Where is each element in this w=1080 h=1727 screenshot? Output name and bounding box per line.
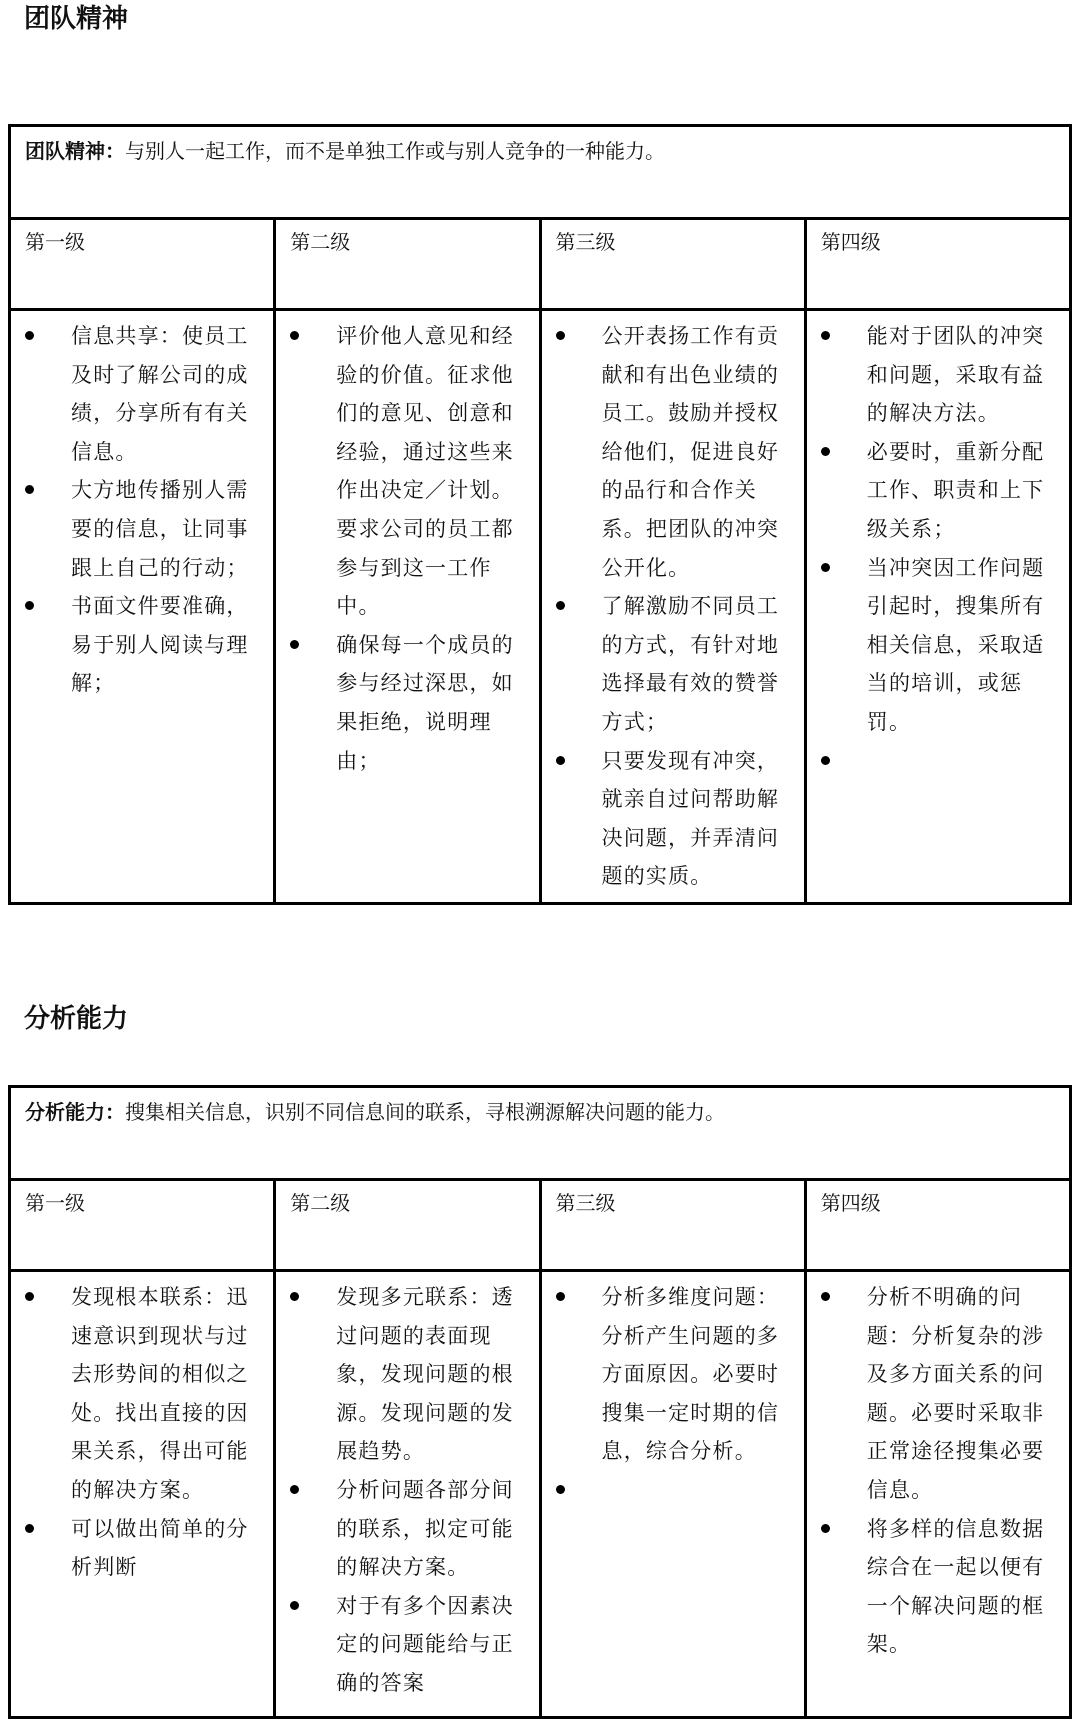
list-item-text: 对于有多个因素决定的问题能给与正确的答案 <box>336 1593 514 1695</box>
list-item-text: 分析问题各部分间的联系，拟定可能的解决方案。 <box>336 1477 514 1580</box>
level-2-behaviors <box>275 310 540 904</box>
definition-row <box>10 126 1071 219</box>
list-item <box>807 742 1059 780</box>
list-item-text: 信息共享：使员工及时了解公司的成绩，分享所有有关信息。 <box>71 324 249 464</box>
definition-term: 分析能力： <box>25 1100 125 1124</box>
list-item <box>807 433 1059 549</box>
list-item-text: 分析不明确的问题：分析复杂的涉及多方面关系的问题。必要时采取非正常途径搜集必要信息。 <box>866 1285 1045 1502</box>
bullet-icon <box>821 1524 830 1533</box>
list-item-text: 了解激励不同员工的方式，有针对地选择最有效的赞誉方式； <box>601 594 780 734</box>
level-header-row <box>10 1180 1071 1271</box>
definition-cell <box>10 1087 1071 1180</box>
bullet-icon <box>821 756 830 765</box>
definition-row <box>10 1087 1071 1180</box>
definition-text: 搜集相关信息，识别不同信息间的联系，寻根溯源解决问题的能力。 <box>125 1100 725 1124</box>
bullet-list <box>542 1278 794 1509</box>
list-item-text: 确保每一个成员的参与经过深思，如果拒绝，说明理由； <box>336 632 514 773</box>
list-item <box>807 1510 1059 1664</box>
bullet-icon <box>821 331 830 340</box>
bullet-icon <box>25 601 34 610</box>
bullet-list <box>542 317 794 896</box>
level-header-3: 第三级 <box>540 1180 805 1271</box>
level-header-row <box>10 219 1071 310</box>
list-item <box>542 1278 794 1471</box>
bullet-icon <box>25 485 34 494</box>
list-item <box>11 1510 263 1587</box>
list-item-text: 书面文件要准确，易于别人阅读与理解； <box>71 594 249 696</box>
level-3-behaviors <box>540 310 805 904</box>
list-item <box>11 317 263 471</box>
bullet-icon <box>25 1524 34 1533</box>
list-item <box>542 1471 794 1509</box>
list-item <box>807 317 1059 433</box>
level-2-behaviors <box>275 1271 540 1718</box>
list-item-text: 发现根本联系：迅速意识到现状与过去形势间的相似之处。找出直接的因果关系，得出可能的解决方案。 <box>71 1285 249 1502</box>
level-header-1: 第一级 <box>10 219 275 310</box>
level-header-2: 第二级 <box>275 1180 540 1271</box>
bullet-icon <box>556 601 565 610</box>
bullet-icon <box>25 331 34 340</box>
competency-table-analytical-ability <box>8 1085 1072 1719</box>
list-item <box>11 471 263 587</box>
list-item-text: 必要时，重新分配工作、职责和上下级关系； <box>866 439 1045 541</box>
level-4-behaviors <box>805 1271 1070 1718</box>
level-4-behaviors <box>805 310 1070 904</box>
list-item-text: 能对于团队的冲突和问题，采取有益的解决方法。 <box>866 324 1045 426</box>
list-item <box>276 1471 528 1587</box>
list-item-text: 分析多维度问题：分析产生问题的多方面原因。必要时搜集一定时期的信息，综合分析。 <box>601 1285 780 1464</box>
bullet-icon <box>821 1292 830 1301</box>
level-header-1: 第一级 <box>10 1180 275 1271</box>
list-item <box>542 317 794 587</box>
level-header-4: 第四级 <box>805 1180 1070 1271</box>
bullet-icon <box>290 1485 299 1494</box>
bullet-icon <box>290 1601 299 1610</box>
bullet-list <box>276 1278 528 1703</box>
list-item-text: 评价他人意见和经验的价值。征求他们的意见、创意和经验，通过这些来作出决定／计划。要求公司的员工都参与到这一工作中。 <box>336 324 514 619</box>
list-item-text: 只要发现有冲突，就亲自过问帮助解决问题，并弄清问题的实质。 <box>601 748 780 889</box>
list-item-text: 当冲突因工作问题引起时，搜集所有相关信息，采取适当的培训，或惩罚。 <box>866 555 1045 734</box>
section-title-team-spirit: 团队精神 <box>24 4 129 34</box>
bullet-icon <box>290 1292 299 1301</box>
list-item <box>276 1278 528 1471</box>
bullet-list <box>11 317 263 703</box>
list-item-text: 公开表扬工作有贡献和有出色业绩的员工。鼓励并授权给他们，促进良好的品行和合作关系。把团队的冲突公开化。 <box>601 324 780 580</box>
list-item <box>542 587 794 741</box>
bullet-icon <box>25 1292 34 1301</box>
bullet-icon <box>290 331 299 340</box>
list-item <box>807 549 1059 742</box>
bullet-icon <box>821 563 830 572</box>
competency-table-team-spirit <box>8 124 1072 905</box>
list-item-text: 将多样的信息数据综合在一起以便有一个解决问题的框架。 <box>866 1516 1045 1657</box>
list-item <box>542 742 794 896</box>
level-header-2: 第二级 <box>275 219 540 310</box>
behavior-row <box>10 1271 1071 1718</box>
bullet-icon <box>821 447 830 456</box>
level-1-behaviors <box>10 1271 275 1718</box>
level-1-behaviors <box>10 310 275 904</box>
bullet-list <box>807 1278 1059 1664</box>
behavior-row <box>10 310 1071 904</box>
level-3-behaviors <box>540 1271 805 1718</box>
level-header-3: 第三级 <box>540 219 805 310</box>
bullet-icon <box>556 1485 565 1494</box>
bullet-list <box>11 1278 263 1587</box>
bullet-list <box>807 317 1059 780</box>
section-title-analytical-ability: 分析能力 <box>24 1004 129 1034</box>
definition-text: 与别人一起工作，而不是单独工作或与别人竞争的一种能力。 <box>125 139 665 163</box>
definition-cell <box>10 126 1071 219</box>
bullet-icon <box>556 1292 565 1301</box>
list-item-text: 发现多元联系：透过问题的表面现象，发现问题的根源。发现问题的发展趋势。 <box>336 1285 514 1464</box>
level-header-4: 第四级 <box>805 219 1070 310</box>
list-item <box>807 1278 1059 1510</box>
list-item <box>276 1587 528 1703</box>
bullet-icon <box>290 640 299 649</box>
list-item <box>11 587 263 703</box>
list-item <box>276 317 528 626</box>
bullet-icon <box>556 756 565 765</box>
definition-term: 团队精神： <box>25 139 125 163</box>
list-item-text: 大方地传播别人需要的信息，让同事跟上自己的行动； <box>71 478 249 580</box>
list-item-text: 可以做出简单的分析判断 <box>71 1516 249 1580</box>
bullet-list <box>276 317 528 780</box>
list-item <box>276 626 528 780</box>
bullet-icon <box>556 331 565 340</box>
list-item <box>11 1278 263 1510</box>
